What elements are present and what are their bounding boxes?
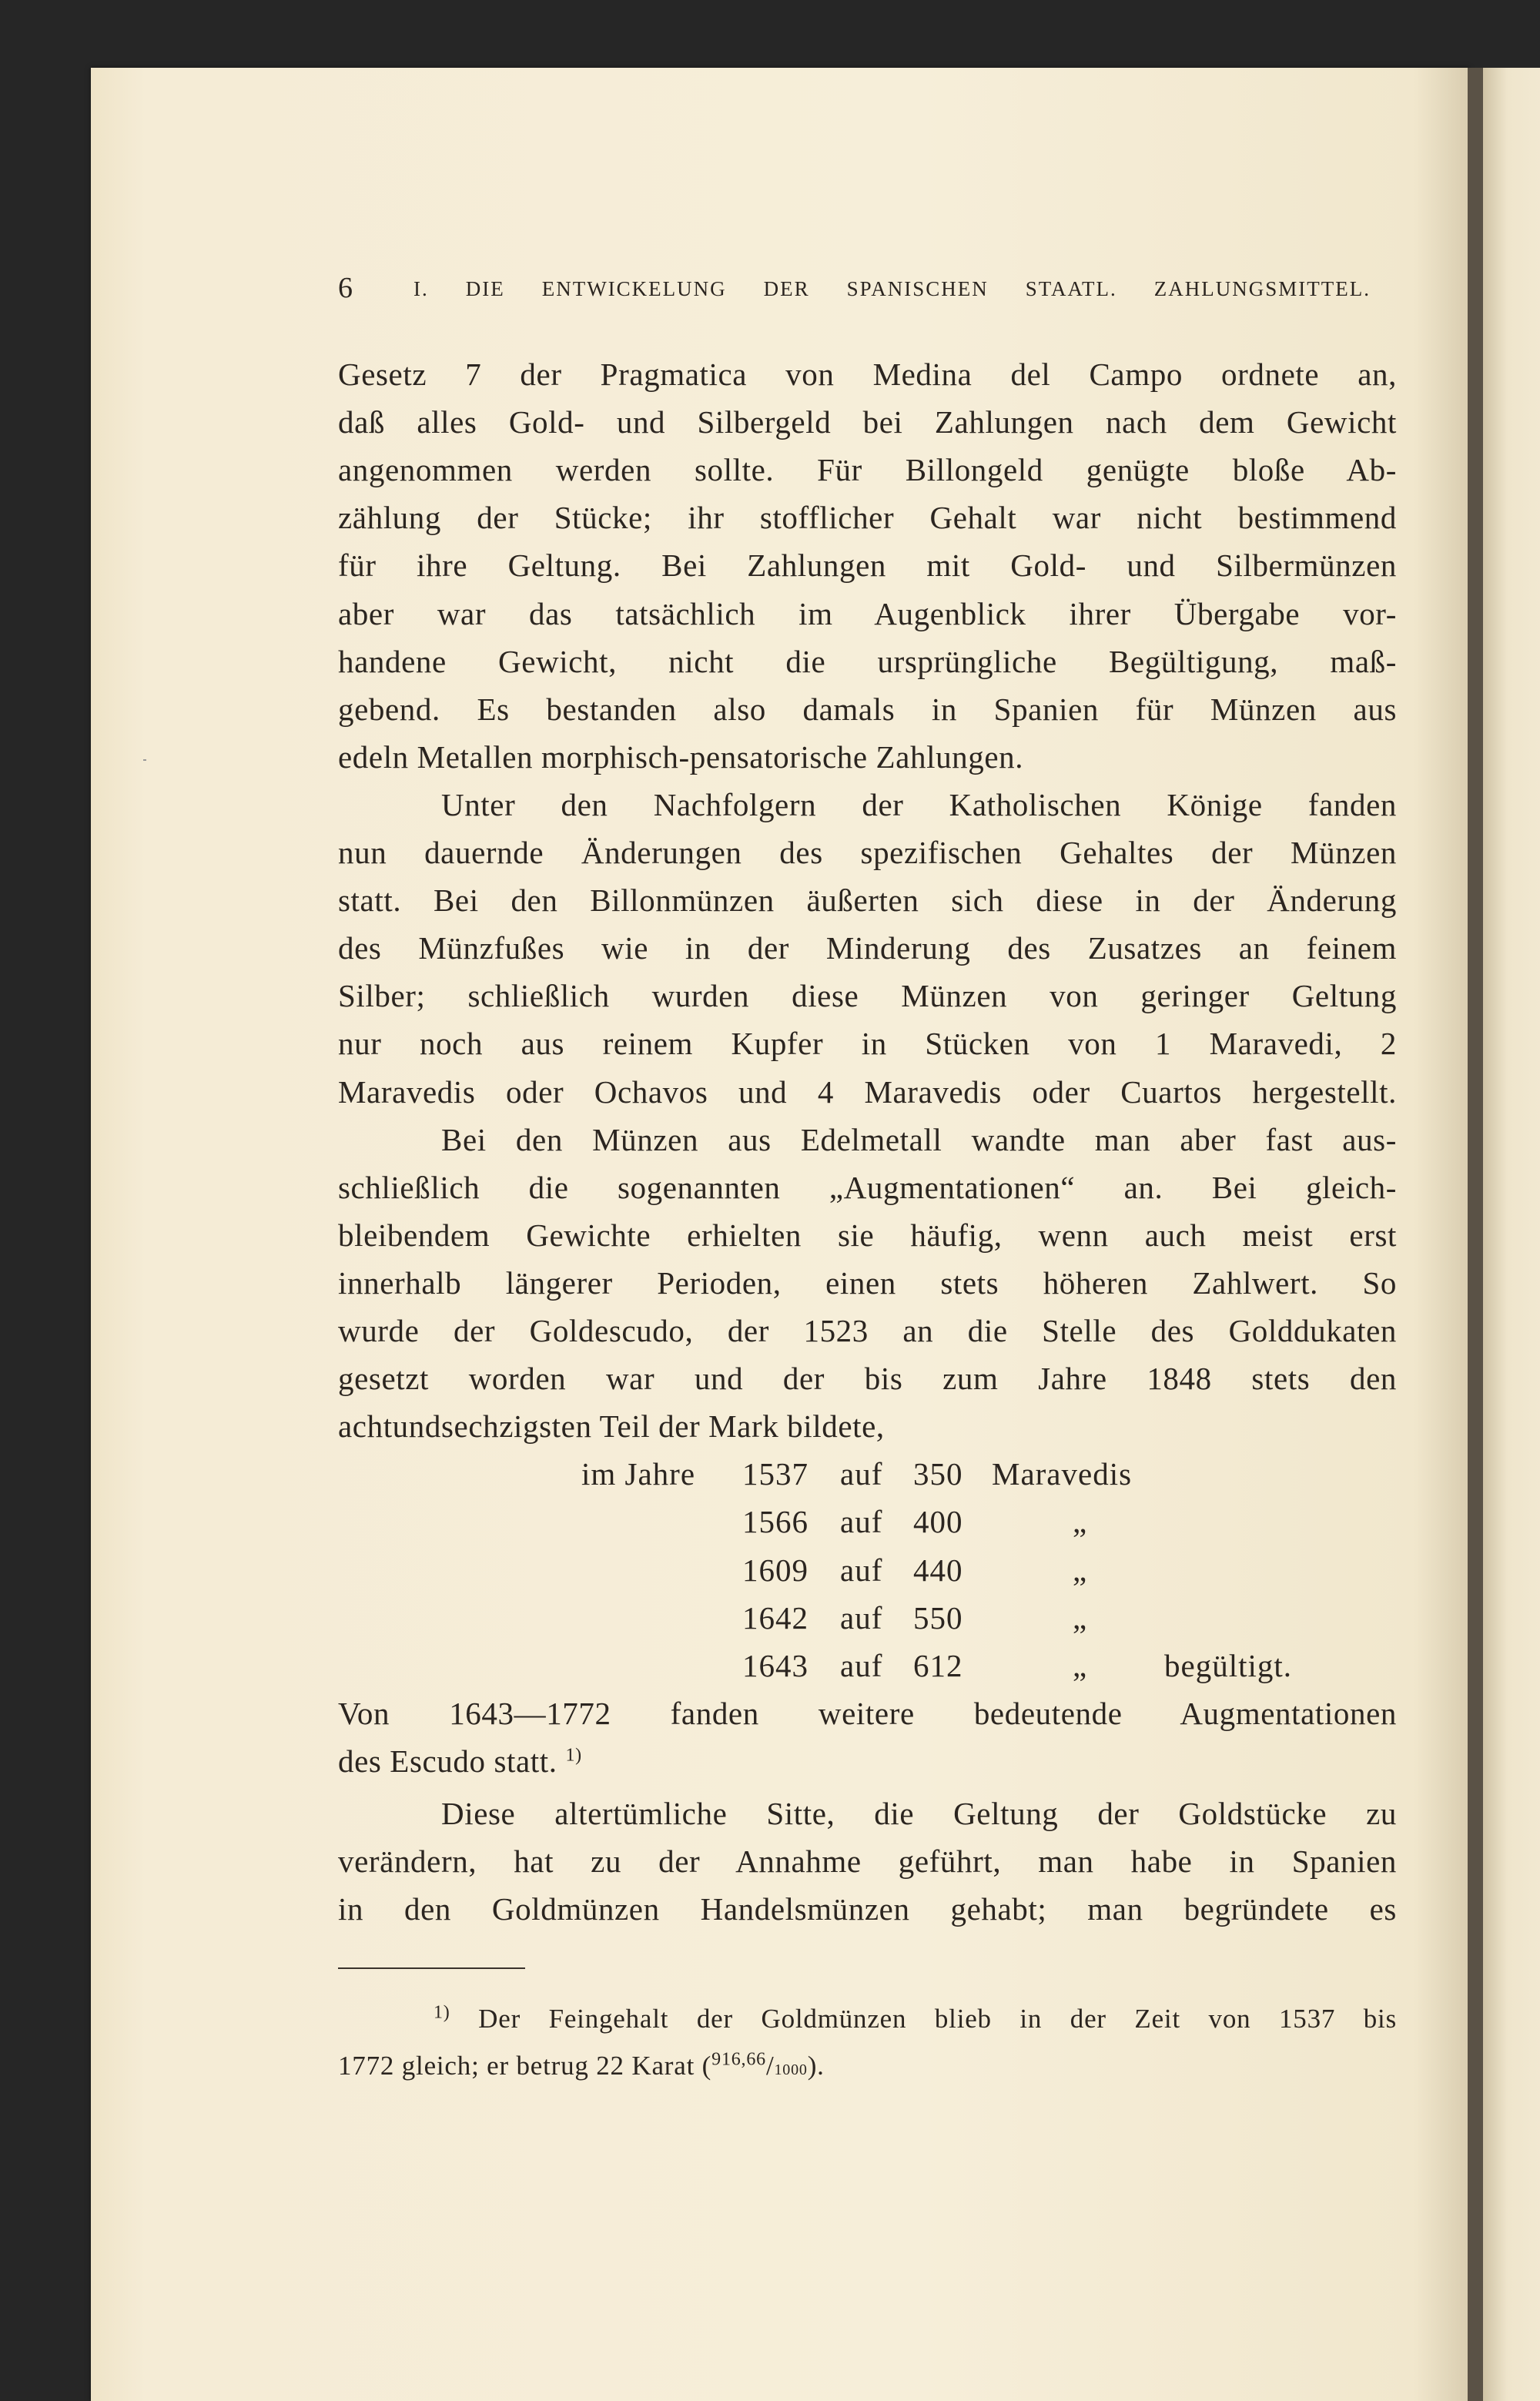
table-value: 400 <box>913 1504 963 1539</box>
text-line: Silber; schließlich wurden diese Münzen von geringer Geltung <box>338 978 1397 1013</box>
text-line: innerhalb längerer Perioden, einen stets höheren Zahlwert. So <box>338 1265 1397 1301</box>
text-line: achtundsechzigsten Teil der Mark bildete, <box>338 1408 885 1444</box>
footnote-text-end: ). <box>807 2051 825 2081</box>
text-line: daß alles Gold- und Silbergeld bei Zahlungen nach dem Gewicht <box>338 404 1397 440</box>
text-line: wurde der Goldescudo, der 1523 an die Stelle des Golddukaten <box>338 1313 1397 1348</box>
table-value: 440 <box>913 1552 963 1588</box>
text-line: aber war das tatsächlich im Augenblick ihrer Übergabe vor- <box>338 596 1397 631</box>
text-line: gesetzt worden war und der bis zum Jahre 1848 stets den <box>338 1361 1397 1396</box>
table-auf: auf <box>840 1600 883 1636</box>
table-auf: auf <box>840 1552 883 1588</box>
table-auf: auf <box>840 1456 883 1492</box>
text-line: für ihre Geltung. Bei Zahlungen mit Gold- und Silbermünzen <box>338 548 1397 583</box>
footnote-text: Der Feingehalt der Goldmünzen blieb in der Zeit von 1537 bis <box>478 2004 1397 2034</box>
text-line: des Münzfußes wie in der Minderung des Zusatzes an feinem <box>338 930 1397 966</box>
book-gutter <box>1468 68 1483 2401</box>
footnote-rule <box>338 1967 525 1969</box>
table-unit: Maravedis <box>992 1456 1133 1492</box>
table-unit: „ <box>1073 1648 1088 1683</box>
table-year: 1643 <box>742 1648 808 1683</box>
text-line: zählung der Stücke; ihr stofflicher Gehalt war nicht bestimmend <box>338 500 1397 535</box>
text-line: edeln Metallen morphisch-pensatorische Zahlungen. <box>338 739 1024 775</box>
page-number: 6 <box>338 272 353 304</box>
text-line: nur noch aus reinem Kupfer in Stücken von 1 Maravedi, 2 <box>338 1026 1397 1061</box>
footnote-line-1 <box>434 2000 1397 2038</box>
text-line: statt. Bei den Billonmünzen äußerten sich diese in der Änderung <box>338 882 1397 918</box>
text: des Escudo statt. <box>338 1743 557 1779</box>
footnote-text: 1772 gleich; er betrug 22 Karat ( <box>338 2051 712 2081</box>
text-line: handene Gewicht, nicht die ursprüngliche Begültigung, maß- <box>338 644 1397 679</box>
footnote-ref: 1) <box>565 1745 582 1766</box>
text-line: Bei den Münzen aus Edelmetall wandte man aber fast aus- <box>441 1122 1397 1157</box>
text-line: Unter den Nachfolgern der Katholischen Könige fanden <box>441 787 1397 822</box>
text-line: nun dauernde Änderungen des spezifischen Gehaltes der Münzen <box>338 835 1397 870</box>
text-line: in den Goldmünzen Handelsmünzen gehabt; man begründete es <box>338 1891 1397 1927</box>
table-tail: begültigt. <box>1164 1648 1293 1683</box>
facing-page-edge <box>1483 68 1540 2401</box>
table-unit: „ <box>1073 1552 1088 1588</box>
footnote-marker: 1) <box>434 2002 450 2023</box>
table-value: 350 <box>913 1456 963 1492</box>
table-auf: auf <box>840 1504 883 1539</box>
text-line <box>338 1742 1397 1780</box>
text-line: gebend. Es bestanden also damals in Spanien für Münzen aus <box>338 692 1397 727</box>
table-value: 550 <box>913 1600 963 1636</box>
table-year: 1609 <box>742 1552 808 1588</box>
table-unit: „ <box>1073 1504 1088 1539</box>
text-line: Gesetz 7 der Pragmatica von Medina del Campo ordnete an, <box>338 357 1397 392</box>
text-line: Maravedis oder Ochavos und 4 Maravedis oder Cuartos hergestellt. <box>338 1074 1397 1110</box>
table-unit: „ <box>1073 1600 1088 1636</box>
footnote-line-2 <box>338 2047 1397 2085</box>
table-year: 1537 <box>742 1456 808 1492</box>
fraction-numerator: 916,66 <box>711 2049 766 2070</box>
text-line: schließlich die sogenannten „Augmentationen“ an. Bei gleich- <box>338 1170 1397 1205</box>
table-year: 1642 <box>742 1600 808 1636</box>
text-line: Diese altertümliche Sitte, die Geltung der Goldstücke zu <box>441 1796 1397 1831</box>
table-value: 612 <box>913 1648 963 1683</box>
text-line: angenommen werden sollte. Für Billongeld genügte bloße Ab- <box>338 452 1397 487</box>
text-line: verändern, hat zu der Annahme geführt, man habe in Spanien <box>338 1843 1397 1879</box>
table-auf: auf <box>840 1648 883 1683</box>
margin-mark <box>143 759 146 761</box>
text-line: bleibendem Gewichte erhielten sie häufig, wenn auch meist erst <box>338 1217 1397 1253</box>
text-line: Von 1643—1772 fanden weitere bedeutende Augmentationen <box>338 1696 1397 1731</box>
table-lead: im Jahre <box>581 1456 696 1492</box>
fraction-separator: / <box>765 2051 775 2081</box>
running-title: I. DIE ENTWICKELUNG DER SPANISCHEN STAATL. ZAHLUNGSMITTEL. <box>413 277 1371 300</box>
fraction-denominator: 1000 <box>774 2061 808 2078</box>
table-year: 1566 <box>742 1504 808 1539</box>
